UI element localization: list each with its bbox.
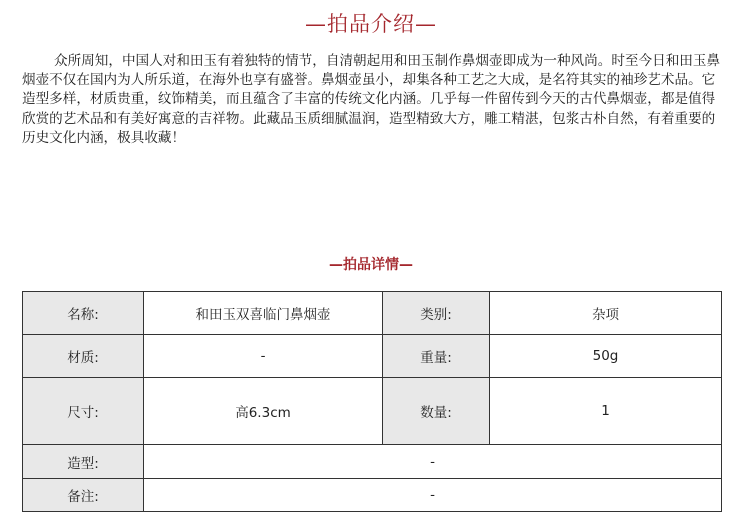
quantity-label: 数量: xyxy=(383,378,490,445)
quantity-value: 1 xyxy=(490,378,722,445)
material-value: - xyxy=(144,335,383,378)
name-label: 名称: xyxy=(23,292,144,335)
size-label: 尺寸: xyxy=(23,378,144,445)
remarks-label: 备注: xyxy=(23,479,144,512)
intro-title: —拍品介绍— xyxy=(305,12,437,36)
name-value: 和田玉双喜临门鼻烟壶 xyxy=(144,292,383,335)
table-row xyxy=(23,292,722,335)
shape-value: - xyxy=(144,445,722,479)
table-row xyxy=(23,378,722,445)
material-label: 材质: xyxy=(23,335,144,378)
size-value: 高6.3cm xyxy=(144,378,383,445)
shape-label: 造型: xyxy=(23,445,144,479)
weight-label: 重量: xyxy=(383,335,490,378)
intro-paragraph: 众所周知，中国人对和田玉有着独特的情节，自清朝起用和田玉制作鼻烟壶即成为一种风尚。时至今日和田玉鼻烟壶不仅在国内为人所乐道，在海外也享有盛誉。鼻烟壶虽小，却集各种工艺之大成，是名符其实的袖珍艺术品。它造型多样，材质贵重，纹饰精美，而且蕴含了丰富的传统文化内涵。几乎每一件留传到今天的古代鼻烟壶，都是值得欣赏的艺术品和有美好寓意的吉祥物。此藏品玉质细腻温润，造型精致大方，雕工精湛，包浆古朴自然，有着重要的历史文化内涵，极具收藏！ xyxy=(22,53,721,146)
category-value: 杂项 xyxy=(490,292,722,335)
table-row xyxy=(23,335,722,378)
table-row xyxy=(23,445,722,479)
details-table xyxy=(22,291,722,512)
weight-value: 50g xyxy=(490,335,722,378)
remarks-value: - xyxy=(144,479,722,512)
details-title: —拍品详情— xyxy=(329,257,413,273)
table-row xyxy=(23,479,722,512)
category-label: 类别: xyxy=(383,292,490,335)
